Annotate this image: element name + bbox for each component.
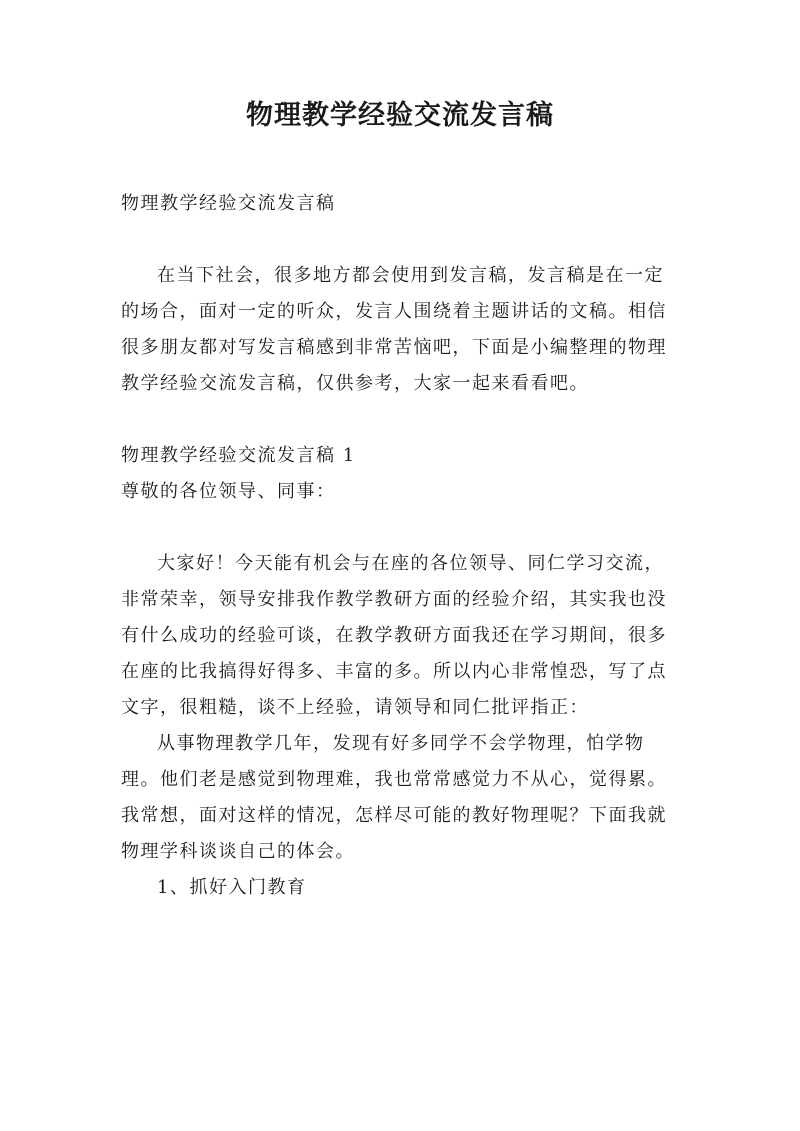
document-subtitle: 物理教学经验交流发言稿 xyxy=(121,193,336,214)
paragraph-gap xyxy=(121,222,681,258)
intro-paragraph: 在当下社会，很多地方都会使用到发言稿，发言稿是在一定的场合，面对一定的听众，发言人围绕着主题讲话的文稿。相信很多朋友都对写发言稿感到非常苦恼吧，下面是小编整理的物理教学经验交流发言稿，仅供参考，大家一起来看看吧。 xyxy=(121,265,667,394)
body-paragraph: 大家好！今天能有机会与在座的各位领导、同仁学习交流，非常荣幸，领导安排我作教学教研方面的经验介绍，其实我也没有什么成功的经验可谈，在教学教研方面我还在学习期间，很多在座的比我搞得好得多、丰富的多。所以内心非常惶恐，写了点文字，很粗糙，谈不上经验，请领导和同仁批评指正： xyxy=(121,553,667,718)
paragraph-gap xyxy=(121,510,681,546)
document-body xyxy=(121,186,681,906)
body-paragraph: 从事物理教学几年，发现有好多同学不会学物理，怕学物理。他们老是感觉到物理难，我也常常感觉力不从心，觉得累。我常想，面对这样的情况，怎样尽可能的教好物理呢？下面我就物理学科谈谈自己的体会。 xyxy=(121,733,667,862)
section-heading: 物理教学经验交流发言稿 1 xyxy=(121,445,356,466)
list-item-heading: 1、抓好入门教育 xyxy=(157,877,307,898)
paragraph-gap xyxy=(121,402,681,438)
document-title: 物理教学经验交流发言稿 xyxy=(246,100,554,131)
salutation: 尊敬的各位领导、同事： xyxy=(121,481,336,502)
